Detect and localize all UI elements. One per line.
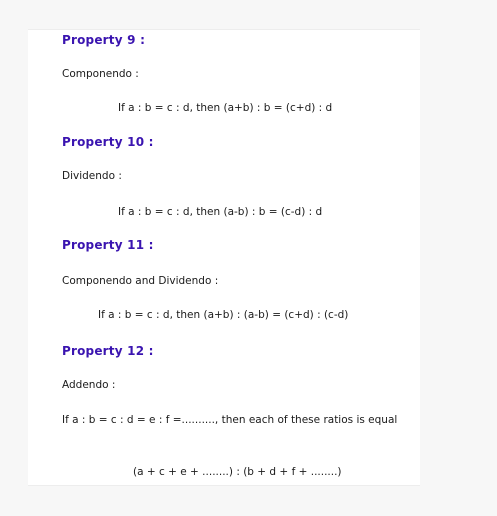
content-panel — [28, 29, 420, 486]
property-11-heading: Property 11 : — [62, 238, 154, 252]
property-10-formula: If a : b = c : d, then (a-b) : b = (c-d) : d — [118, 206, 323, 218]
property-12-formula: (a + c + e + ........) : (b + d + f + ........) — [133, 466, 342, 478]
property-11-name: Componendo and Dividendo : — [62, 275, 219, 287]
property-9-formula: If a : b = c : d, then (a+b) : b = (c+d) : d — [118, 102, 333, 114]
property-11-formula: If a : b = c : d, then (a+b) : (a-b) = (c+d) : (c-d) — [98, 309, 349, 321]
property-9-name: Componendo : — [62, 68, 139, 80]
property-9-heading: Property 9 : — [62, 33, 146, 47]
property-12-name: Addendo : — [62, 379, 116, 391]
property-10-heading: Property 10 : — [62, 135, 154, 149]
property-12-statement: If a : b = c : d = e : f =.........., then each of these ratios is equal — [62, 414, 398, 426]
property-12-heading: Property 12 : — [62, 344, 154, 358]
property-10-name: Dividendo : — [62, 170, 122, 182]
